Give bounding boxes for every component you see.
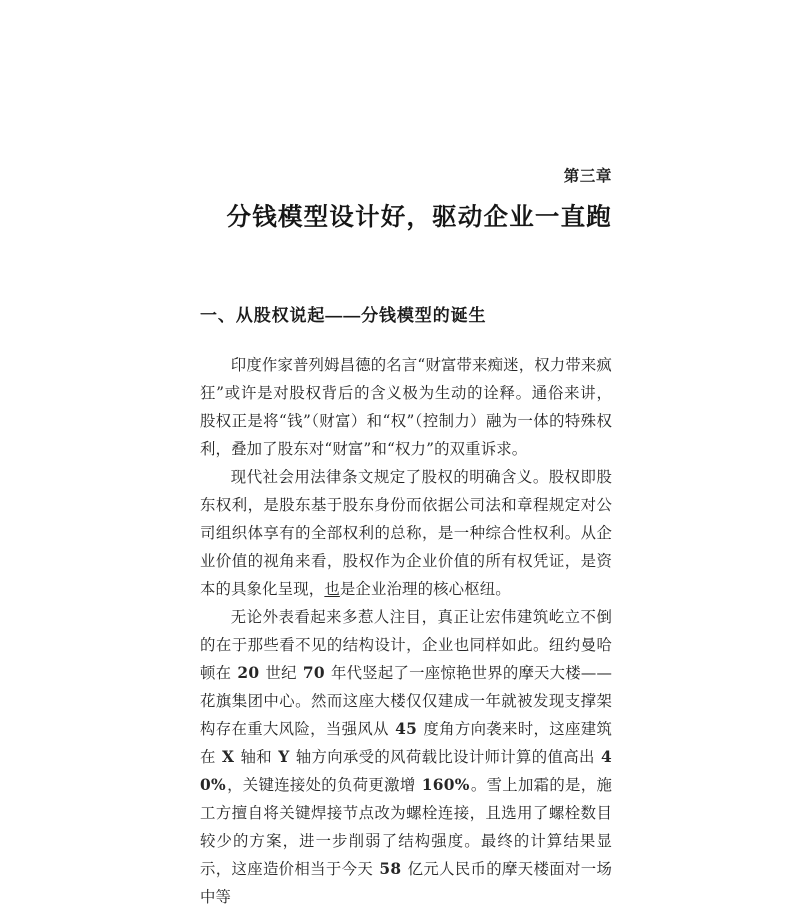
body-text	[200, 351, 612, 911]
paragraph: 印度作家普列姆昌德的名言“财富带来痴迷，权力带来疯狂”或许是对股权背后的含义极为生动的诠释。通俗来讲，股权正是将“钱”（财富）和“权”（控制力）融为一体的特殊权利，叠加了股东对“财富”和“权力”的双重诉求。	[200, 356, 612, 459]
page-title: 分钱模型设计好，驱动企业一直跑	[226, 203, 612, 231]
chapter-label: 第三章	[563, 168, 612, 185]
paragraph: 无论外表看起来多惹人注目，真正让宏伟建筑屹立不倒的在于那些看不见的结构设计，企业也同样如此。纽约曼哈顿在 20 世纪 70 年代竖起了一座惊艳世界的摩天大楼——花旗集团中心。然而这座大楼仅仅建成一年就被发现支撑架构存在重大风险，当强风从 45 度角方向袭来时，这座建筑在 X 轴和 Y 轴方向承受的风荷载比设计师计算的值高出 40%，关键连接处的负荷更激增 160%。雪上加霜的是，施工方擅自将关键焊接节点改为螺栓连接，且选用了螺栓数目较少的方案，进一步削弱了结构强度。最终的计算结果显示，这座造价相当于今天 58 亿元人民币的摩天楼面对一场中等	[200, 608, 613, 907]
section-heading: 一、从股权说起——分钱模型的诞生	[200, 306, 487, 326]
page-content	[200, 0, 612, 911]
paragraph: 现代社会用法律条文规定了股权的明确含义。股权即股东权利，是股东基于股东身份而依据公司法和章程规定对公司组织体享有的全部权利的总称，是一种综合性权利。从企业价值的视角来看，股权作为企业价值的所有权凭证，是资本的具象化呈现，也是企业治理的核心枢纽。	[200, 468, 612, 599]
